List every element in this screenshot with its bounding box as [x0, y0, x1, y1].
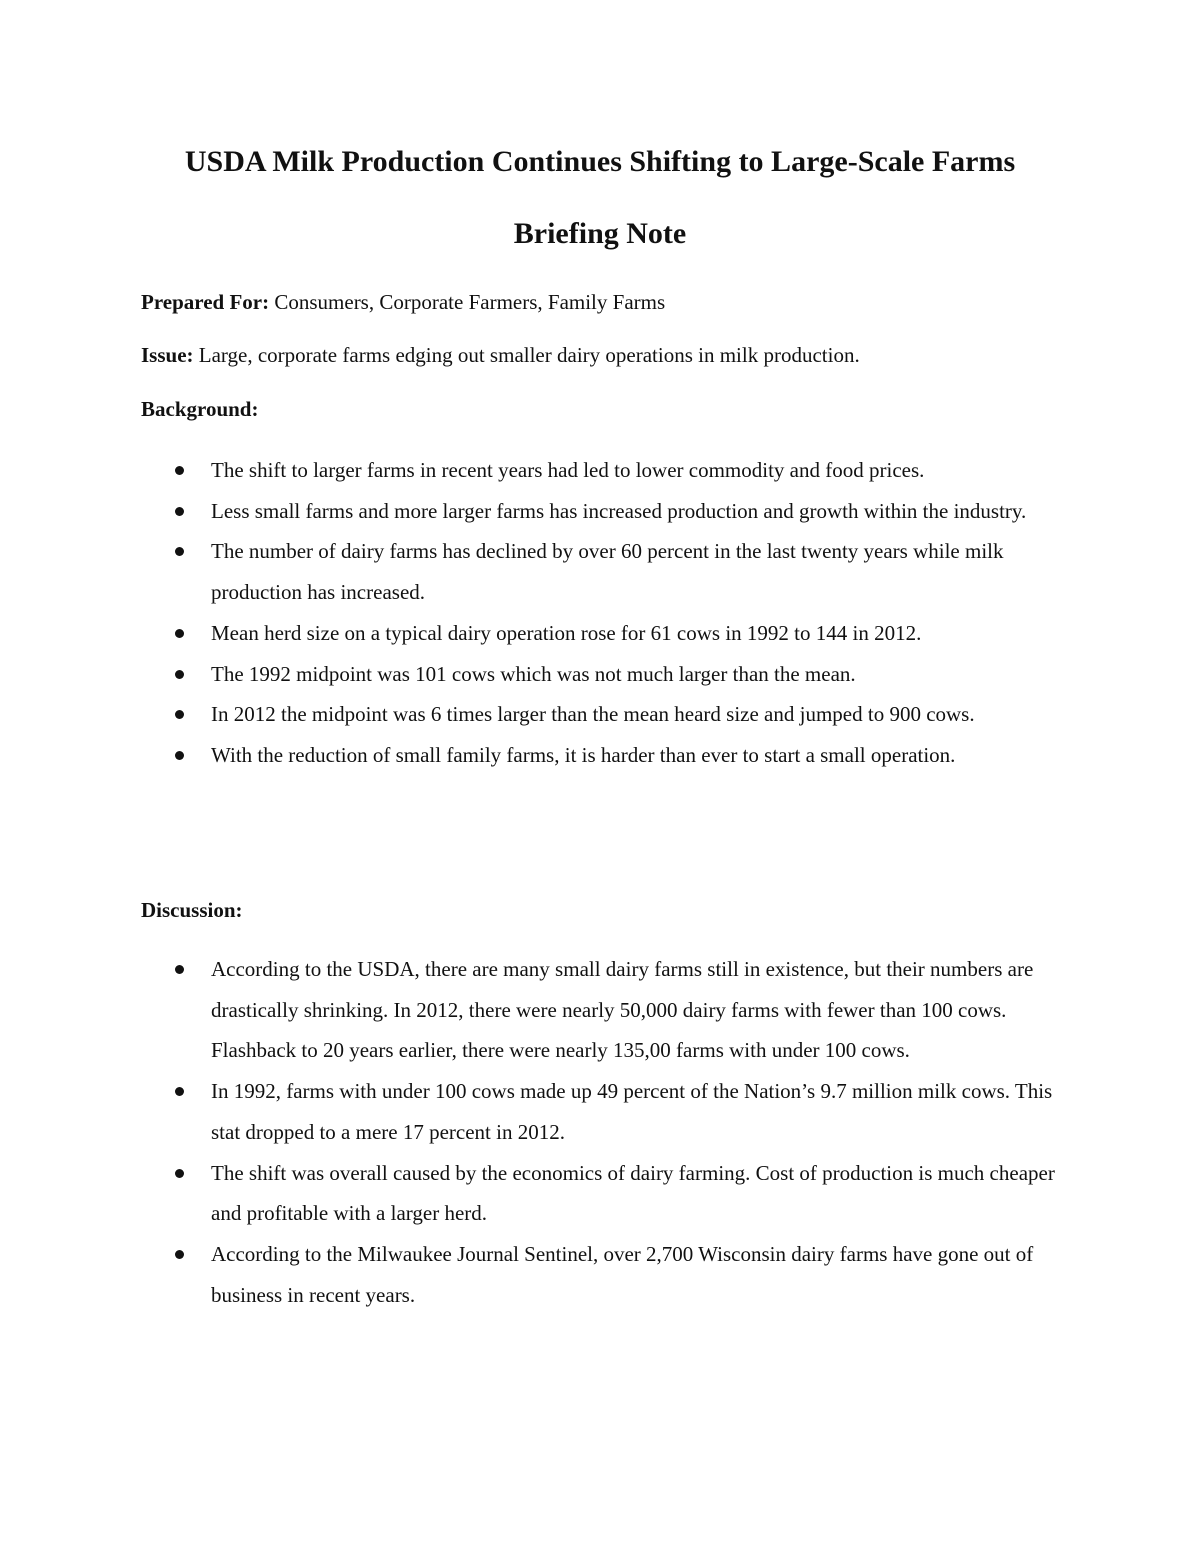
list-item-text: The shift was overall caused by the economics of dairy farming. Cost of production is much cheaper and profitable with a larger herd. [211, 1160, 1055, 1226]
background-heading: Background: [141, 397, 259, 421]
list-item-text: Mean herd size on a typical dairy operation rose for 61 cows in 1992 to 144 in 2012. [211, 620, 922, 645]
bullet-icon [175, 1250, 184, 1259]
background-list [0, 450, 1200, 776]
issue-line [141, 341, 1061, 369]
list-item-text: The number of dairy farms has declined by over 60 percent in the last twenty years while milk production has increased. [211, 539, 1004, 605]
list-item [0, 694, 1061, 735]
bullet-icon [175, 710, 184, 719]
list-item-text: With the reduction of small family farms, it is harder than ever to start a small operation. [211, 742, 956, 767]
list-item-text: The shift to larger farms in recent years had led to lower commodity and food prices. [211, 458, 925, 482]
list-item [0, 1071, 1061, 1152]
bullet-icon [175, 547, 184, 556]
list-item-text: According to the USDA, there are many small dairy farms still in existence, but their numbers are drastically shrinking. In 2012, there were nearly 50,000 dairy farms with fewer than 100 cows. Flashback to 20 years earlier, there were nearly 135,00 farms with under 100 cows. [211, 957, 1034, 1063]
list-item [0, 613, 1061, 654]
list-item [0, 654, 1061, 695]
list-item [0, 735, 1061, 776]
document-title: USDA Milk Production Continues Shifting to Large-Scale Farms [184, 145, 1016, 178]
issue-label: Issue: [141, 343, 194, 367]
list-item-text: The 1992 midpoint was 101 cows which was not much larger than the mean. [211, 661, 856, 686]
bullet-icon [175, 751, 184, 760]
list-item [0, 1153, 1061, 1234]
list-item-text: In 1992, farms with under 100 cows made up 49 percent of the Nation’s 9.7 million milk cows. This stat dropped to a mere 17 percent in 2012. [211, 1079, 1053, 1144]
list-item [0, 491, 1061, 532]
bullet-icon [175, 670, 184, 679]
bullet-icon [175, 1087, 184, 1096]
issue-value: Large, corporate farms edging out smaller dairy operations in milk production. [198, 343, 860, 367]
prepared-for-label: Prepared For: [141, 290, 270, 314]
bullet-icon [175, 466, 184, 475]
discussion-heading: Discussion: [141, 898, 243, 922]
bullet-icon [175, 965, 184, 974]
bullet-icon [175, 629, 184, 638]
list-item-text: According to the Milwaukee Journal Sentinel, over 2,700 Wisconsin dairy farms have gone out of business in recent years. [211, 1241, 1034, 1307]
list-item [0, 1234, 1061, 1315]
bullet-icon [175, 1169, 184, 1178]
list-item [0, 450, 1061, 491]
prepared-for-value: Consumers, Corporate Farmers, Family Farms [274, 290, 666, 314]
discussion-list [0, 949, 1200, 1315]
list-item [0, 531, 1061, 612]
list-item [0, 949, 1061, 1071]
list-item-text: In 2012 the midpoint was 6 times larger than the mean heard size and jumped to 900 cows. [211, 702, 975, 727]
list-item-text: Less small farms and more larger farms has increased production and growth within the industry. [211, 498, 1027, 523]
document-subtitle: Briefing Note [513, 217, 687, 250]
prepared-for-line [141, 288, 1061, 316]
bullet-icon [175, 507, 184, 516]
